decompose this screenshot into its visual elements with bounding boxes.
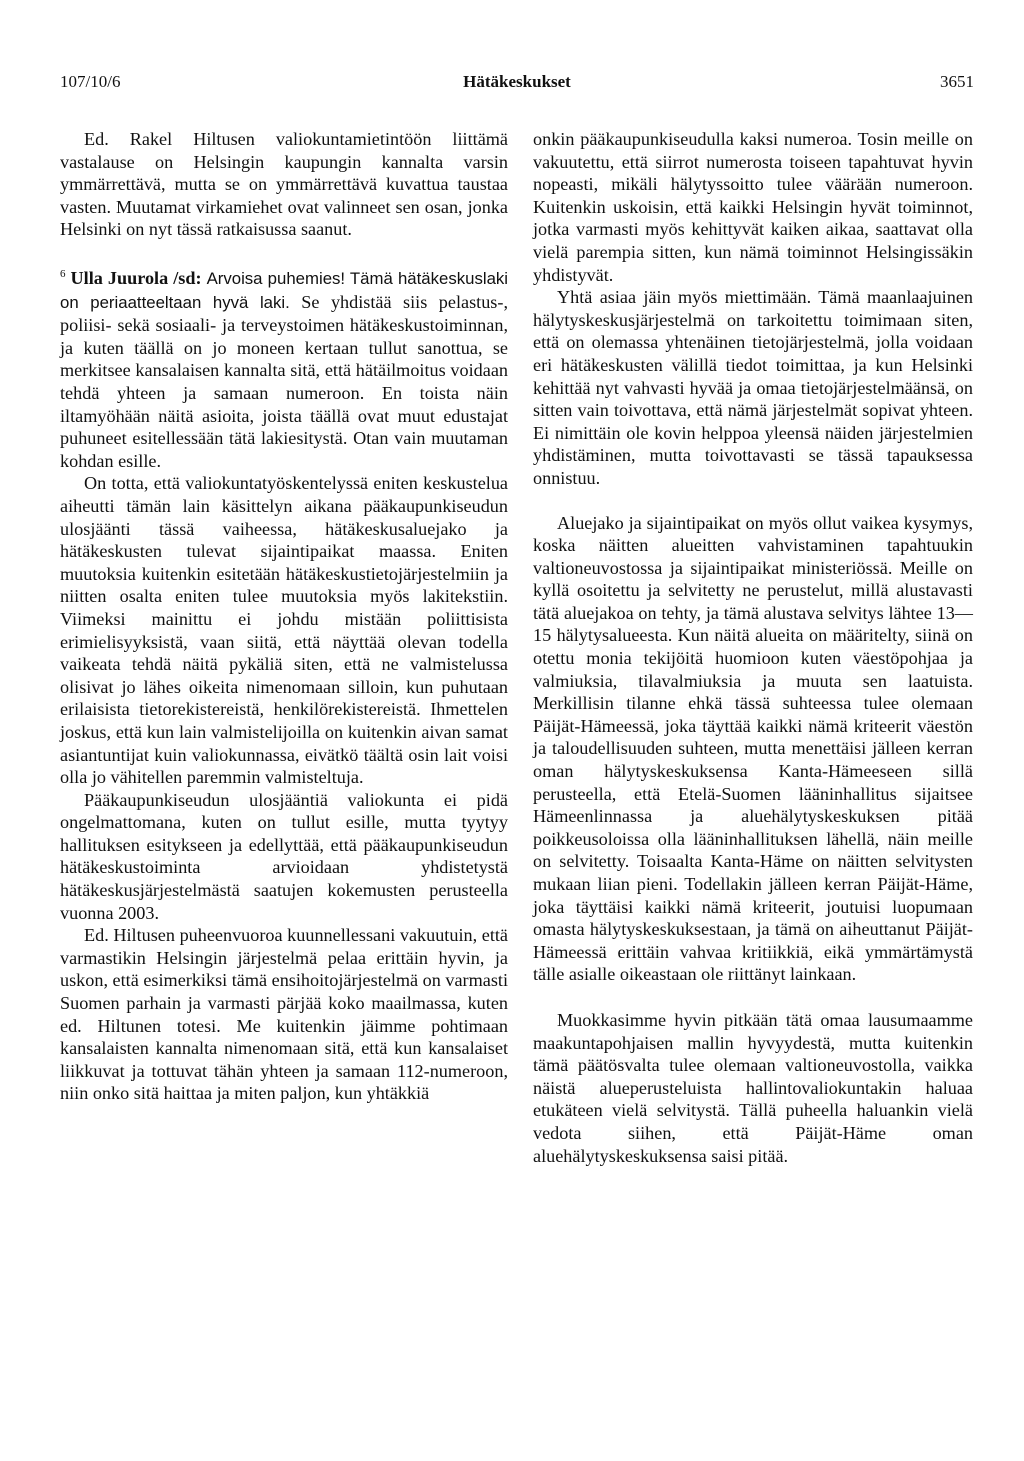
speech-text: Se yhdistää siis pelastus-, poliisi- sekä sosiaali- ja terveystoimen hätäkeskustoiminnan, ja kuten täällä on jo moneen kertaan tullut sanottua, se merkitsee kansalaisen kannalta sitä, että hätäilmoitus voidaan tehdä yhteen ja samaan numeroon. En toista näin iltamyöhään näitä asioita, joista täällä ovat muut edustajat puhuneet esitellessään tätä lakiesitystä. Otan vain muutaman kohdan esille. — [60, 291, 508, 471]
speaker-name: Ulla Juurola /sd: — [70, 268, 202, 289]
paragraph: On totta, että valiokuntatyöskentelyssä eniten keskustelua aiheutti tämän lain käsittelyn aikana pääkaupunkiseudun ulosjäänti tässä vaiheessa, hätäkeskusaluejako ja hätäkeskusten tulevat sijaintipaikat maassa. Eniten muutoksia kuitenkin esitetään hätäkeskustietojärjestelmiin ja niitten osalta eniten tulee muutoksia myös lakitekstiin. Viimeksi mainittu ei johdu mistään poliittisista erimielisyyksistä, vaan siitä, että näyttää olevan todella vaikeata tehdä näitä pykäliä siten, että ne valmistelussa olisivat jo lähes oikeita nimenomaan silloin, kun puhutaan erilaisista tietorekistereistä, henkilörekistereistä. Ihmettelen joskus, että kun lain valmistelijoilla on kuitenkin aivan samat asiantuntijat kuin valiokunnassa, eivätkö täältä osin lait voisi olla jo vähitellen paremmin valmisteltuja. — [60, 473, 508, 788]
left-column — [60, 128, 508, 1105]
page-title: Hätäkeskukset — [463, 72, 571, 91]
speech-opening — [60, 263, 508, 472]
speech-number: 6 — [60, 267, 66, 280]
page-header — [60, 72, 974, 102]
page-number: 3651 — [940, 72, 974, 91]
paragraph: Aluejako ja sijaintipaikat on myös ollut vaikea kysymys, koska näitten alueitten vahvistaminen tapahtuukin valtioneuvostossa ja sijaintipaikat ministeriössä. Meille on kyllä osoitettu ja selvitetty ne perustelut, millä alustavasti tätä aluejakoa on tehty, ja tämä alustava selvitys lähtee 13—15 hälytysalueesta. Kun näitä alueita on määritelty, siinä on otettu monia tekijöitä huomioon kuten väestöpohjaa ja valmiuksia, tilavalmiuksia ja muuta sen laatuista. Merkillisin tilanne ehkä tässä suhteessa tulee olemaan Päijät-Hämeessä, joka täyttää kaikki nämä kriteerit väestön ja taloudellisuuden suhteen, mutta menettäisi jälleen kerran oman hälytyskeskuksensa Kanta-Hämeeseen sillä perusteella, että Etelä-Suomen lääninhallitus sijaitsee Hämeenlinnassa ja aluehälytyskeskuksen pitää poikkeusoloissa olla lääninhallituksen lähellä, näin meille on selvitetty. Toisaalta Kanta-Häme on näitten selvitysten mukaan liian pieni. Todellakin jälleen kerran Päijät-Häme, joka täyttäisi kaikki nämä kriteerit, joutuisi luopumaan omasta hälytyskeskuksestaan, ja tämä on aiheuttanut Päijät-Hämeessä erittäin vahvaa kritiikkiä, eikä ymmärtämystä tälle asialle oikeastaan ole riittänyt lainkaan. — [533, 512, 973, 985]
paragraph: Muokkasimme hyvin pitkään tätä omaa lausumaamme maakuntapohjaisen mallin hyvyydestä, mutta kuitenkin tämä päätösvalta tulee olemaan valtioneuvostolla, vaikka näistä alueperusteluista hallintovaliokuntakin haluaa etukäteen vielä selvitystä. Tällä puheella haluankin vielä vedota siihen, että Päijät-Häme oman aluehälytyskeskuksensa saisi pitää. — [533, 1009, 973, 1166]
speech-start: Arvoisa puhemies! Tämä hätäkeskuslaki on periaatteeltaan hyvä laki. — [60, 269, 509, 312]
paragraph: Ed. Hiltusen puheenvuoroa kuunnellessani vakuutuin, että varmastikin Helsingin järjestelmä pelaa erittäin hyvin, ja uskon, että esimerkiksi tämä ensihoitojärjestelmä on varmasti Suomen parhain ja varmasti pärjää koko maailmassa, kuten ed. Hiltunen totesi. Me kuitenkin jäimme pohtimaan kansalaisten kannalta nimenomaan sitä, että kun kansalaiset liikkuvat ja tottuvat tähän yhteen ja samaan 112-numeroon, niin onko sitä haittaa ja miten paljon, kun yhtäkkiä — [60, 925, 509, 1104]
right-column — [533, 128, 973, 1167]
paragraph: Yhtä asiaa jäin myös miettimään. Tämä maanlaajuinen hälytyskeskusjärjestelmä on tarkoitettu toimimaan siten, että on olemassa yhtenäinen tietojärjestelmä, jolla voidaan eri hätäkeskusten välillä tiedot toimittaa, ja kun Helsinki kehittää nyt vahvasti hyvää ja omaa tietojärjestelmäänsä, on sitten vain toivottava, että nämä järjestelmät sopivat yhteen. Ei nimittäin ole kovin helppoa yleensä näiden järjestelmien yhdistäminen, mutta toivottavasti se tässä tapauksessa onnistuu. — [533, 287, 973, 488]
paragraph: Pääkaupunkiseudun ulosjääntiä valiokunta ei pidä ongelmattomana, kuten on tullut esille, mutta tyytyy hallituksen esitykseen ja edellyttää, että pääkaupunkiseudun hätäkeskustoiminta arvioidaan yhdistetystä hätäkeskusjärjestelmästä saatujen kokemusten perusteella vuonna 2003. — [60, 789, 508, 923]
document-reference: 107/10/6 — [60, 72, 121, 91]
paragraph: onkin pääkaupunkiseudulla kaksi numeroa. Tosin meille on vakuutettu, että siirrot numerosta toiseen tapahtuvat hyvin nopeasti, mikäli hälytyssoitto tulee väärään numeroon. Kuitenkin uskoisin, että kaikki Helsingin hyvät toiminnot, jotka varmasti myös kehittyvät kaiken aikaa, saattavat olla vielä parempia sitten, kun nämä toiminnot Helsingissäkin yhdistyvät. — [533, 129, 973, 285]
paragraph: Ed. Rakel Hiltusen valiokuntamietintöön liittämä vastalause on Helsingin kaupungin kannalta varsin ymmärrettävä, mutta se on ymmärrettävä kuvattua taustaa vasten. Muutamat virkamiehet ovat valinneet sen osan, jonka Helsinki on nyt tässä ratkaisussa saanut. — [60, 129, 508, 240]
